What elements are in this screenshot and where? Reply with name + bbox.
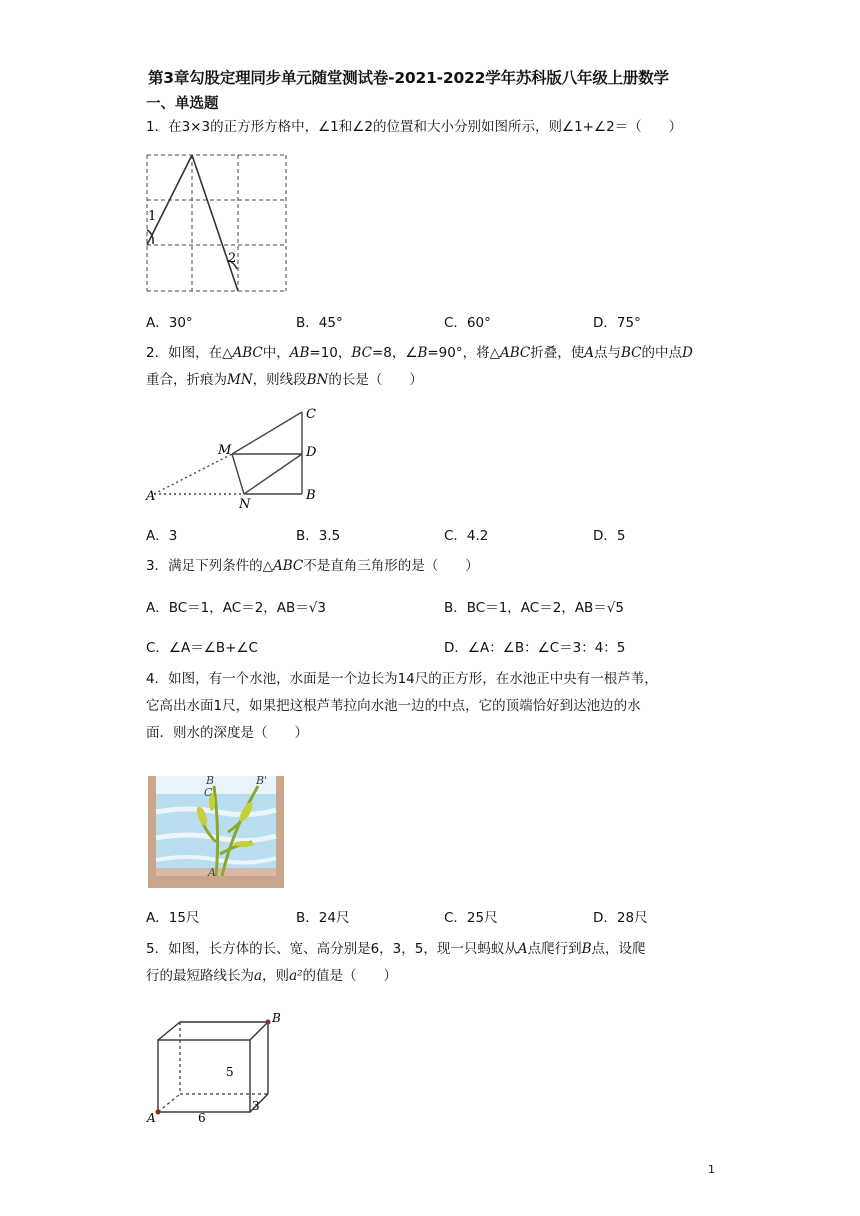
q3-option-a[interactable]: A．BC＝1，AC＝2，AB＝√3 [146, 600, 326, 616]
q4-option-c[interactable]: C．25尺 [444, 910, 498, 926]
question-3-stem: 3．满足下列条件的△ABC不是直角三角形的是（ ） [146, 558, 479, 574]
q2-option-d[interactable]: D．5 [593, 528, 626, 544]
q4-option-d[interactable]: D．28尺 [593, 910, 648, 926]
q2-option-c[interactable]: C．4.2 [444, 528, 489, 544]
q2-option-b[interactable]: B．3.5 [296, 528, 341, 544]
width-label: 3 [252, 1099, 260, 1113]
point-b-label: B [272, 1011, 281, 1025]
question-1-grid-figure [144, 152, 290, 298]
question-5-cuboid-figure [144, 1008, 294, 1130]
question-4-pond-figure [148, 772, 284, 888]
question-2-triangle-figure [142, 404, 332, 514]
q1-option-b[interactable]: B．45° [296, 315, 343, 331]
document-title: 第3章勾股定理同步单元随堂测试卷-2021-2022学年苏科版八年级上册数学 [148, 69, 669, 87]
angle-2-label: 2 [228, 251, 237, 266]
q1-option-c[interactable]: C．60° [444, 315, 491, 331]
q3-option-c[interactable]: C．∠A＝∠B+∠C [146, 640, 258, 656]
page-number: 1 [708, 1163, 715, 1176]
question-1-stem: 1．在3×3的正方形方格中，∠1和∠2的位置和大小分别如图所示，则∠1+∠2＝（ ） [146, 119, 683, 135]
point-n-label: N [239, 497, 251, 512]
point-b-prime-label: B' [256, 774, 268, 787]
q3-option-d[interactable]: D．∠A：∠B：∠C＝3：4：5 [444, 640, 626, 656]
question-2-stem: 2．如图，在△ABC中，AB=10，BC=8，∠B=90°，将△ABC折叠，使A点与BC的中点D 重合，折痕为MN，则线段BN的长是（ ） [146, 345, 693, 388]
point-a-label: A [146, 489, 156, 504]
q4-option-b[interactable]: B．24尺 [296, 910, 350, 926]
point-b-label: B [206, 774, 215, 787]
point-a-label: A [208, 866, 216, 879]
point-a-label: A [147, 1111, 156, 1125]
point-c-label: C [204, 786, 213, 799]
q4-option-a[interactable]: A．15尺 [146, 910, 200, 926]
q3-option-b[interactable]: B．BC＝1，AC＝2，AB＝√5 [444, 600, 625, 616]
q2-option-a[interactable]: A．3 [146, 528, 178, 544]
point-b-label: B [306, 488, 316, 503]
angle-1-label: 1 [148, 209, 157, 224]
point-c-label: C [306, 407, 316, 422]
q1-option-d[interactable]: D．75° [593, 315, 641, 331]
question-5-stem: 5．如图，长方体的长、宽、高分别是6，3，5，现一只蚂蚁从A点爬行到B点，设爬 行的最短路线长为a，则a²的值是（ ） [146, 941, 646, 984]
question-4-stem: 4．如图，有一个水池，水面是一个边长为14尺的正方形，在水池正中央有一根芦苇， 它高出水面1尺，如果把这根芦苇拉向水池一边的中点，它的顶端恰好到达池边的水 面．则水的深度是（ ） [146, 671, 658, 741]
point-m-label: M [218, 443, 232, 458]
section-heading: 一、单选题 [146, 96, 219, 112]
q1-option-a[interactable]: A．30° [146, 315, 193, 331]
height-label: 5 [226, 1065, 234, 1079]
point-d-label: D [306, 445, 317, 460]
length-label: 6 [198, 1111, 206, 1125]
